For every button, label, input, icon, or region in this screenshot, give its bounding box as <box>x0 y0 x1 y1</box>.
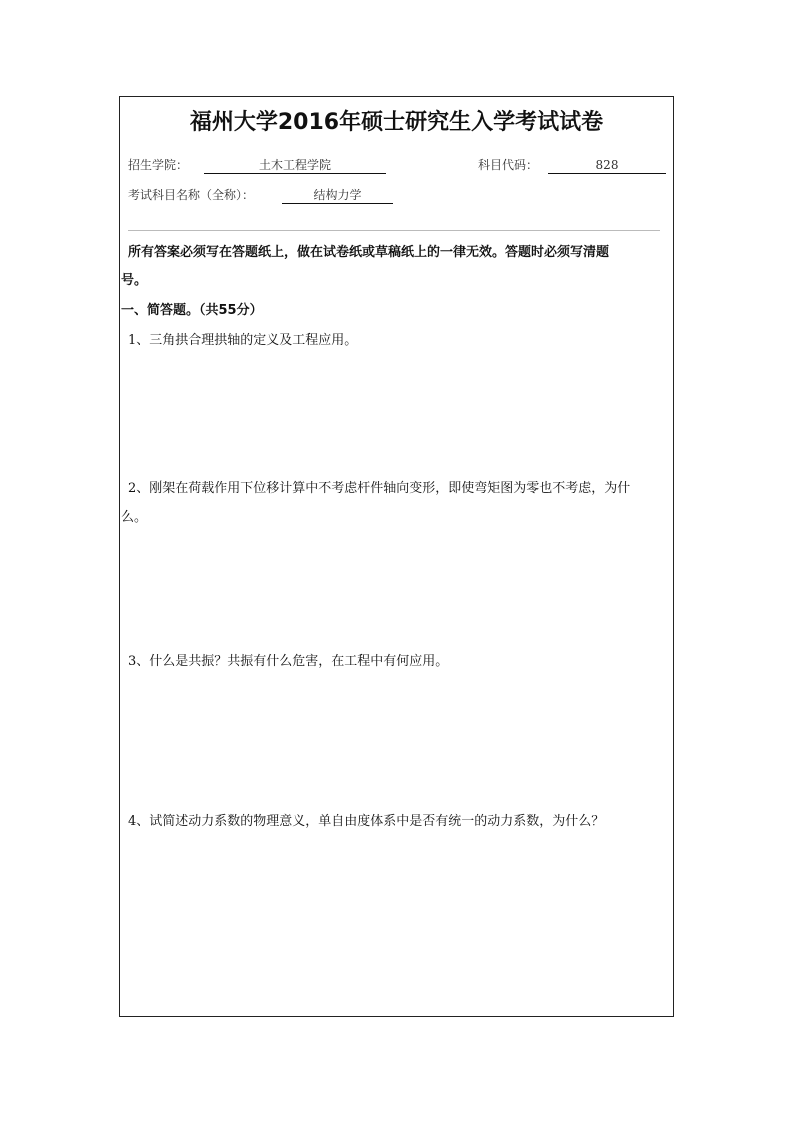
code-label: 科目代码： <box>478 158 539 172</box>
notice-line2: 号。 <box>121 273 148 288</box>
section-heading: 一、简答题。（共55分） <box>121 303 263 318</box>
question-2: 2、刚架在荷载作用下位移计算中不考虑杆件轴向变形，即使弯矩图为零也不考虑，为什 <box>128 481 631 496</box>
page-title: 福州大学2016年硕士研究生入学考试试卷 <box>189 110 604 135</box>
question-2-cont: 么。 <box>121 510 148 525</box>
subject-value: 结构力学 <box>282 187 393 204</box>
college-label: 招生学院： <box>128 158 189 172</box>
question-3: 3、什么是共振？共振有什么危害，在工程中有何应用。 <box>128 654 449 669</box>
question-4: 4、试简述动力系数的物理意义，单自由度体系中是否有统一的动力系数，为什么？ <box>128 814 605 829</box>
divider <box>128 230 660 231</box>
question-1: 1、三角拱合理拱轴的定义及工程应用。 <box>128 333 358 348</box>
college-value: 土木工程学院 <box>204 157 386 174</box>
code-value: 828 <box>548 157 666 174</box>
subject-label: 考试科目名称（全称）： <box>128 188 255 202</box>
exam-frame <box>119 96 674 1017</box>
notice-line1: 所有答案必须写在答题纸上，做在试卷纸或草稿纸上的一律无效。答题时必须写清题 <box>128 245 610 260</box>
